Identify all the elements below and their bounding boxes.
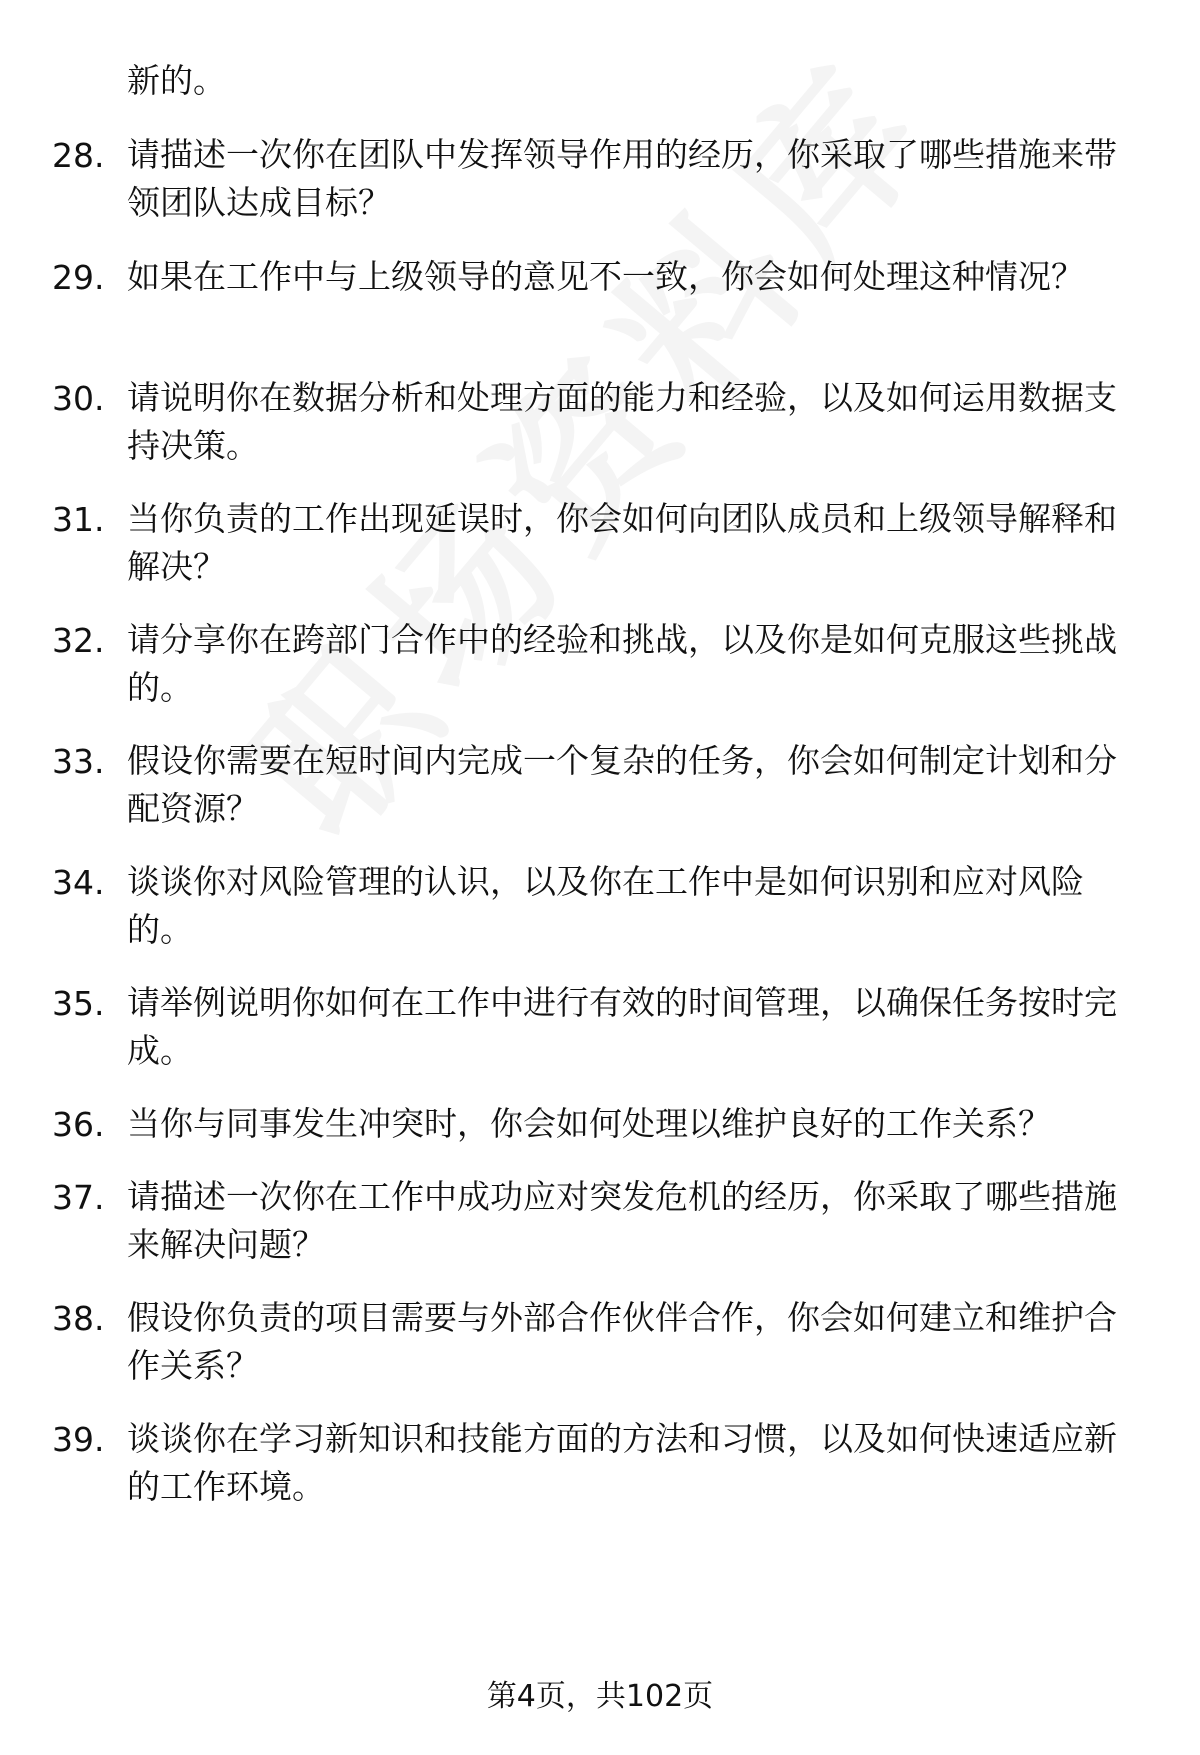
question-number: 32. [52,621,105,660]
question-number: 28. [52,136,105,175]
question-text: 谈谈你在学习新知识和技能方面的方法和习惯，以及如何快速适应新的工作环境。 [127,1419,1117,1506]
question-number: 29. [52,258,105,297]
question-text: 请举例说明你如何在工作中进行有效的时间管理，以确保任务按时完成。 [127,983,1117,1070]
question-text: 当你与同事发生冲突时，你会如何处理以维护良好的工作关系？ [127,1104,1051,1143]
question-number: 39. [52,1420,105,1459]
question-text: 当你负责的工作出现延误时，你会如何向团队成员和上级领导解释和解决？ [127,499,1117,586]
question-text: 请描述一次你在工作中成功应对突发危机的经历，你采取了哪些措施来解决问题？ [127,1177,1117,1264]
question-text: 假设你负责的项目需要与外部合作伙伴合作，你会如何建立和维护合作关系？ [127,1298,1117,1385]
question-text: 假设你需要在短时间内完成一个复杂的任务，你会如何制定计划和分配资源？ [127,741,1117,828]
question-number: 36. [52,1105,105,1144]
question-text: 请描述一次你在团队中发挥领导作用的经历，你采取了哪些措施来带领团队达成目标？ [127,135,1117,222]
question-number: 35. [52,984,105,1023]
question-number: 38. [52,1299,105,1338]
question-text: 请分享你在跨部门合作中的经验和挑战，以及你是如何克服这些挑战的。 [127,620,1117,707]
page-footer: 第4页，共102页 [486,1679,714,1714]
question-text: 谈谈你对风险管理的认识，以及你在工作中是如何识别和应对风险的。 [127,862,1084,949]
question-number: 34. [52,863,105,902]
question-text: 请说明你在数据分析和处理方面的能力和经验，以及如何运用数据支持决策。 [127,378,1117,465]
continuation-text: 新的。 [127,61,226,100]
question-number: 33. [52,742,105,781]
question-number: 30. [52,379,105,418]
question-number: 31. [52,500,105,539]
question-text: 如果在工作中与上级领导的意见不一致，你会如何处理这种情况？ [127,257,1084,296]
question-number: 37. [52,1178,105,1217]
